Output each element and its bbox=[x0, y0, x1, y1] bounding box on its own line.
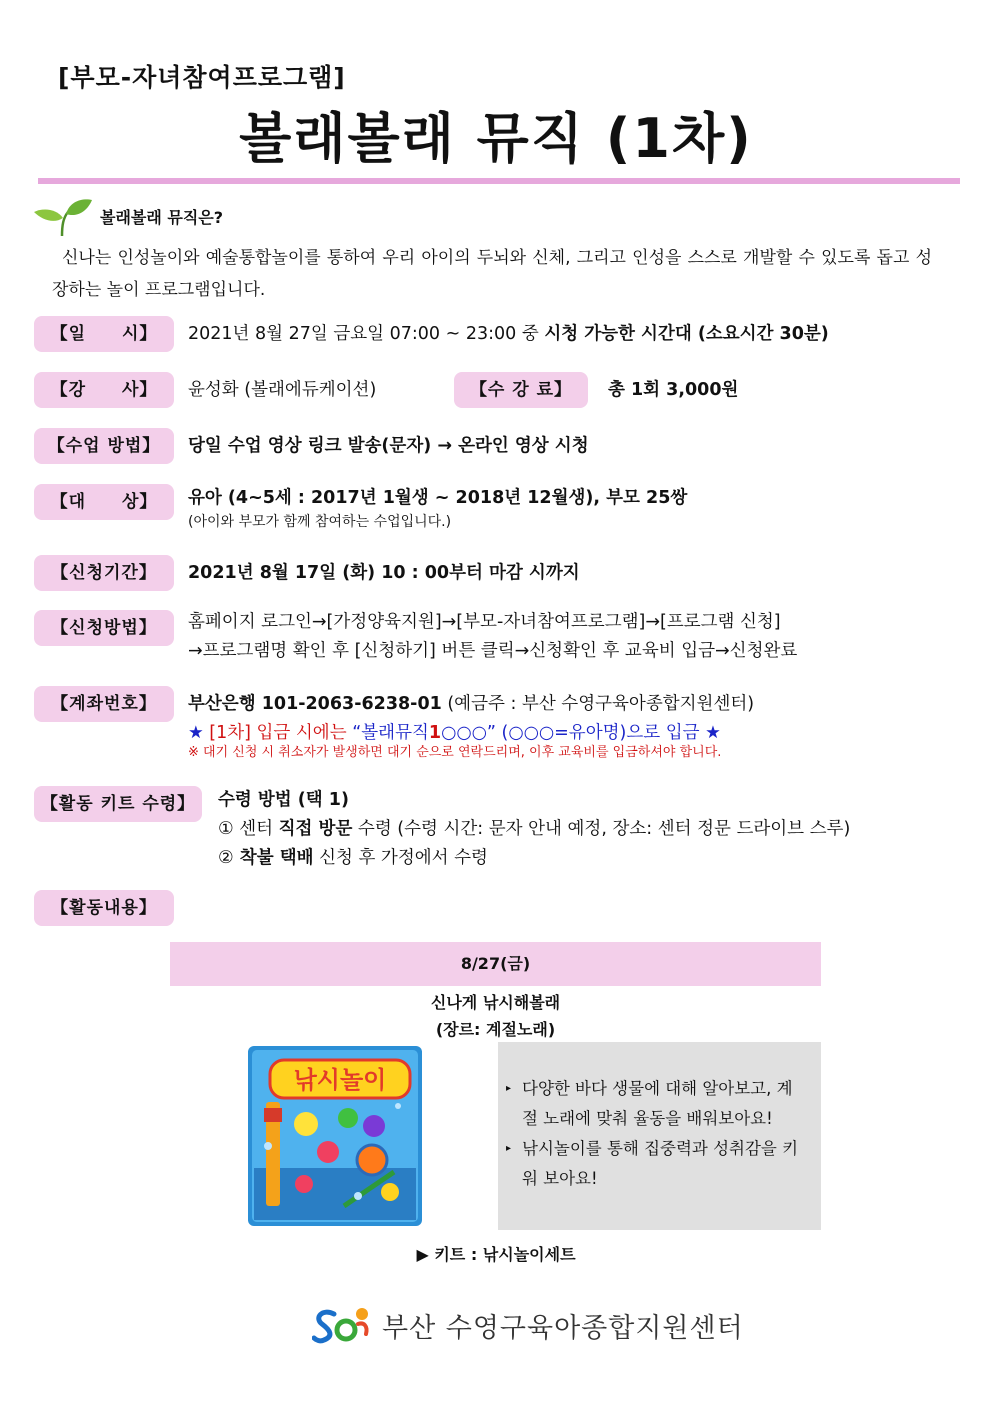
activity-genre: (장르: 계절노래) bbox=[435, 1020, 556, 1039]
option-number: ① bbox=[218, 819, 234, 839]
deposit-notice bbox=[188, 719, 721, 747]
label-fee: 【수 강 료】 bbox=[454, 372, 588, 408]
schedule-date: 2021년 8월 27일 금요일 07:00 ~ 23:00 중 bbox=[188, 324, 545, 344]
label-target: 【대 상】 bbox=[34, 484, 174, 520]
program-category: [부모-자녀참여프로그램] bbox=[58, 63, 346, 92]
fee-value: 총 1회 3,000원 bbox=[608, 380, 739, 400]
label-activity: 【활동내용】 bbox=[34, 890, 174, 926]
bullet-icon: ▸ bbox=[506, 1083, 512, 1094]
deposit-notice-num: 1 bbox=[428, 723, 442, 743]
option-text: 센터 bbox=[233, 819, 279, 839]
option-text: 수령 (수령 시간: 문자 안내 예정, 장소: 센터 정문 드라이브 스루) bbox=[352, 819, 851, 839]
list-item bbox=[506, 1134, 803, 1194]
kit-pickup-heading: 수령 방법 (택 1) bbox=[218, 790, 349, 810]
schedule-value bbox=[188, 320, 829, 348]
label-method: 【수업 방법】 bbox=[34, 428, 174, 464]
bullet-text: 낚시놀이를 통해 집중력과 성취감을 키워 보아요! bbox=[522, 1139, 799, 1188]
kit-pickup-option-2 bbox=[218, 844, 488, 872]
option-number: ② bbox=[218, 848, 234, 868]
target-value: 유아 (4~5세 : 2017년 1월생 ~ 2018년 12월생), 부모 25쌍 bbox=[188, 488, 688, 508]
apply-step-2: →프로그램명 확인 후 [신청하기] 버튼 클릭→신청확인 후 교육비 입금→신청완료 bbox=[188, 641, 798, 661]
option-emphasis: 착불 택배 bbox=[233, 848, 314, 868]
account-holder: (예금주 : 부산 수영구육아종합지원센터) bbox=[441, 694, 755, 714]
sprout-icon bbox=[32, 196, 94, 238]
kit-info: ▶ 키트 : 낚시놀이세트 bbox=[416, 1245, 576, 1264]
label-schedule: 【일 시】 bbox=[34, 316, 174, 352]
list-item bbox=[506, 1074, 803, 1134]
waitlist-warning: ※ 대기 신청 시 취소자가 발생하면 대기 순으로 연락드리며, 이후 교육비를 입금하셔야 합니다. bbox=[188, 745, 722, 760]
period-value: 2021년 8월 17일 (화) 10 : 00부터 마감 시까지 bbox=[188, 563, 580, 583]
intro-heading: 볼래볼래 뮤직은? bbox=[100, 208, 224, 227]
kit-pickup-option-1 bbox=[218, 815, 850, 843]
option-text: 신청 후 가정에서 수령 bbox=[313, 848, 488, 868]
label-account: 【계좌번호】 bbox=[34, 686, 174, 722]
schedule-duration: 시청 가능한 시간대 (소요시간 30분) bbox=[544, 324, 829, 344]
method-value: 당일 수업 영상 링크 발송(문자) → 온라인 영상 시청 bbox=[188, 436, 589, 456]
center-name: 부산 수영구육아종합지원센터 bbox=[382, 1313, 744, 1344]
bullet-text: 다양한 바다 생물에 대해 알아보고, 계절 노래에 맞춰 율동을 배워보아요! bbox=[522, 1079, 793, 1128]
bullet-icon: ▸ bbox=[506, 1143, 512, 1154]
target-note: (아이와 부모가 함께 참여하는 수업입니다.) bbox=[188, 514, 452, 530]
fishing-toy-image bbox=[248, 1046, 422, 1226]
center-logo-icon bbox=[312, 1304, 372, 1346]
account-value bbox=[188, 690, 754, 718]
account-number: 부산은행 101-2063-6238-01 bbox=[188, 694, 442, 714]
intro-text: 신나는 인성놀이와 예술통합놀이를 통하여 우리 아이의 두뇌와 신체, 그리고 인성을 스스로 개발할 수 있도록 돕고 성장하는 놀이 프로그램입니다. bbox=[52, 248, 932, 300]
label-apply: 【신청방법】 bbox=[34, 610, 174, 646]
deposit-notice-red: [1차] 입금 시에는 bbox=[209, 723, 353, 743]
deposit-notice-blue-2: ○○○” (○○○=유아명)으로 입금 ★ bbox=[441, 723, 721, 743]
activity-bullet-list bbox=[498, 1042, 821, 1194]
star-icon: ★ bbox=[188, 723, 210, 743]
title-divider bbox=[38, 178, 960, 184]
page-title: 볼래볼래 뮤직 (1차) bbox=[239, 107, 753, 170]
label-kit-pickup: 【활동 키트 수령】 bbox=[34, 786, 202, 822]
apply-step-1: 홈페이지 로그인→[가정양육지원]→[부모-자녀참여프로그램]→[프로그램 신청] bbox=[188, 612, 781, 632]
deposit-notice-blue: “볼래뮤직 bbox=[352, 723, 429, 743]
option-emphasis: 직접 방문 bbox=[278, 819, 353, 839]
activity-date-bar: 8/27(금) bbox=[170, 942, 821, 986]
activity-name: 신나게 낚시해볼래 bbox=[430, 993, 561, 1012]
label-instructor: 【강 사】 bbox=[34, 372, 174, 408]
instructor-value: 윤성화 (볼래에듀케이션) bbox=[188, 380, 377, 400]
activity-description-box bbox=[498, 1042, 821, 1230]
toy-logo-text: 낚시놀이 bbox=[293, 1066, 387, 1094]
label-period: 【신청기간】 bbox=[34, 555, 174, 591]
